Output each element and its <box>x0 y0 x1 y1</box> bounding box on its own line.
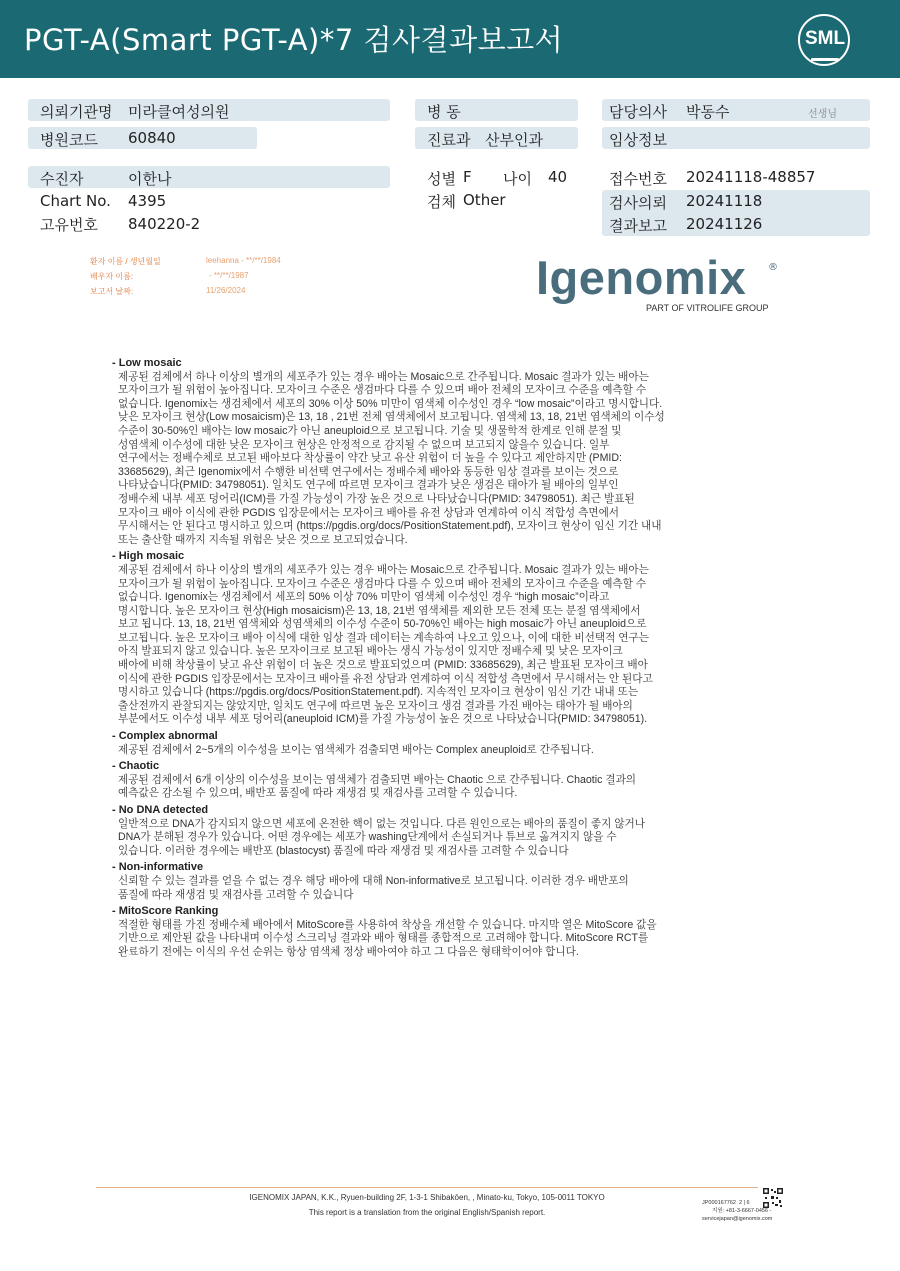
doctor-label: 담당의사 <box>609 103 667 121</box>
footer-address: IGENOMIX JAPAN, K.K., Ryuen-building 2F, 1-3-1 Shibakōen, , Minato-ku, Tokyo, 105-0011 TOKYO <box>249 1193 605 1202</box>
section-line: 제공된 검체에서 2~5개의 이수성을 보이는 염색체가 검출되면 배아는 Complex aneuploid로 간주됩니다. <box>118 743 594 756</box>
request-value: 20241118 <box>686 192 763 210</box>
meta-patient-name-label: 환자 이름 / 생년월일 <box>90 257 161 266</box>
section-line: 출산전까지 관찰되지는 않았지만, 일치도 연구에 따르면 높은 모자이크 생검 결과를 가진 배아는 태아가 될 배아의 <box>118 699 633 712</box>
doctor-suffix: 선생님 <box>808 109 837 120</box>
section-body <box>112 875 772 902</box>
section-line: 완료하기 전에는 이식의 우선 순위는 항상 염색체 정상 배아여야 하고 그 다음은 형태학이어야 합니다. <box>118 945 579 958</box>
institution-value: 미라클여성의원 <box>128 103 230 121</box>
igenomix-subtitle: PART OF VITROLIFE GROUP <box>646 303 769 313</box>
section-body <box>112 774 772 801</box>
meta-partner-name-label: 배우자 이름: <box>90 272 134 281</box>
report-header <box>0 0 900 78</box>
section-line: 예측값은 감소될 수 있으며, 배반포 품질에 따라 재생검 및 재검사를 고려할 수 있습니다. <box>118 787 518 800</box>
section-line: 명시하고 있습니다 (https://pgdis.org/docs/PositionStatement.pdf). 지속적인 모자이크 현상이 임신 기간 내내 또는 <box>118 686 639 699</box>
section-line: 연구에서는 정배수체로 보고된 배아보다 착상률이 약간 낮고 유산 위험이 더 높을 수 있다고 제안하지만 (PMID: <box>118 452 622 465</box>
report-label: 결과보고 <box>609 217 667 235</box>
department-value: 산부인과 <box>485 131 543 149</box>
footer-phone: 지원: +81-3-6667-0456 - <box>712 1208 772 1214</box>
sex-label: 성별 <box>427 170 456 188</box>
section-line: 부분에서도 이수성 내부 세포 덩어리(aneuploid ICM)를 가질 가능성이 높은 것으로 나타났습니다(PMID: 34798051). <box>118 713 648 726</box>
chart-label: Chart No. <box>40 192 111 210</box>
igenomix-logo: Igenomix <box>536 251 747 304</box>
meta-report-date-label: 보고서 날짜: <box>90 287 134 296</box>
institution-label: 의뢰기관명 <box>40 103 113 121</box>
section-line: 명시합니다. 높은 모자이크 현상(High mosaicism)은 13, 18, 21번 염색체를 제외한 모든 전체 또는 분절 염색체에서 <box>118 604 641 617</box>
sml-logo-bar <box>811 58 839 61</box>
section-line: 모자이크 배아 이식에 관한 PGDIS 입장문에서는 모자이크 배아를 유전 상담과 연계하여 이식 적합성 측면에서 <box>118 506 620 519</box>
section-line: 이식에 관한 PGDIS 입장문에서는 모자이크 배아를 유전 상담과 연계하여 이식 적합성 측면에서 무시해서는 안 된다고 <box>118 672 653 685</box>
footer-contact <box>702 1199 772 1223</box>
section-line: 33685629), 최근 Igenomix에서 수행한 비선택 연구에서는 정배수체 배아와 동등한 임상 결과를 보이는 것으로 <box>118 465 619 478</box>
clinical-label: 임상정보 <box>609 131 667 149</box>
section-line: 배아에 비해 착상률이 낮고 유산 위험이 더 높은 것으로 발표되었으며 (PMID: 33685629), 최근 발표된 모자이크 배아 <box>118 659 648 672</box>
section-line: 일반적으로 DNA가 감지되지 않으면 세포에 온전한 핵이 없는 것입니다. 다른 원인으로는 배아의 품질이 좋지 않거나 <box>118 817 646 830</box>
footer-email: servicejapan@igenomix.com <box>702 1216 773 1222</box>
section-line: 보고됩니다. 높은 모자이크 배아 이식에 대한 임상 결과 데이터는 계속하여 나오고 있으나, 이에 대한 비선택적 연구는 <box>118 631 650 644</box>
age-value: 40 <box>548 168 568 186</box>
request-label: 검사의뢰 <box>609 194 667 212</box>
specimen-label: 검체 <box>427 193 456 211</box>
section-title: - MitoScore Ranking <box>112 905 219 918</box>
patient-value: 이한나 <box>128 170 172 188</box>
chart-value: 4395 <box>128 192 167 210</box>
section-body <box>112 818 772 859</box>
section-line: 또는 출산할 때까지 지속될 위험은 낮은 것으로 보고되었습니다. <box>118 533 408 546</box>
specimen-value: Other <box>463 191 506 209</box>
section-line: 아직 발표되지 않고 있습니다. 높은 모자이크로 보고된 배아는 생식 가능성이 있지만 정배수체 및 낮은 모자이크 <box>118 645 623 658</box>
section-title: - Low mosaic <box>112 357 182 369</box>
section-line: 모자이크가 될 위험이 높아집니다. 모자이크 수준은 생검마다 다를 수 있으며 배아 전체의 모자이크 수준을 예측할 수 <box>118 577 647 590</box>
section-line: 제공된 검체에서 하나 이상의 별개의 세포주가 있는 경우 배아는 Mosaic으로 간주됩니다. Mosaic 결과가 있는 배아는 <box>118 563 649 576</box>
section-line: 적절한 형태를 가진 정배수체 배아에서 MitoScore를 사용하여 착상을 개선할 수 있습니다. 마지막 열은 MitoScore 값을 <box>118 918 657 931</box>
footer-translation-note: This report is a translation from the original English/Spanish report. <box>308 1208 546 1217</box>
section-title: - Non-informative <box>112 861 204 874</box>
section-body <box>112 919 772 960</box>
section-line: 나타났습니다(PMID: 34798051). 일치도 연구에 따르면 모자이크 결과가 낮은 생검은 태아가 될 배아의 일부인 <box>118 479 619 492</box>
section-line: 모자이크가 될 위험이 높아집니다. 모자이크 수준은 생검마다 다를 수 있으며 배아 전체의 모자이크 수준을 예측할 수 <box>118 384 647 397</box>
section-title: - High mosaic <box>112 550 185 563</box>
section-line: 정배수체 내부 세포 덩어리(ICM)를 가질 가능성이 가장 높은 것으로 나타났습니다(PMID: 34798051). 최근 발표된 <box>118 492 635 505</box>
unique-value: 840220-2 <box>128 215 201 233</box>
department-label: 진료과 <box>427 131 471 149</box>
section-body <box>112 371 772 548</box>
section-line: 기반으로 제안된 값을 나타내며 이수성 스크리닝 결과와 배아 형태를 종합적으로 고려해야 합니다. MitoScore RCT를 <box>118 932 649 945</box>
sex-value: F <box>463 168 472 186</box>
meta-partner-name-value: - **/**/1987 <box>209 271 249 280</box>
section-line: 없습니다. Igenomix는 생검체에서 세포의 30% 이상 50% 미만이 염색체 이수성인 경우 “low mosaic”이라고 명시합니다. <box>118 397 663 410</box>
section-line: DNA가 분해된 경우가 있습니다. 어떤 경우에는 세포가 washing단계에서 손실되거나 튜브로 옮겨지지 않을 수 <box>118 831 617 844</box>
igenomix-registered-mark: ® <box>768 262 778 273</box>
section-line: 낮은 모자이크 현상(Low mosaicism)은 13, 18 , 21번 전체 염색체에서 보고됩니다. 염색체 13, 18, 21번 염색체의 이수성 <box>118 411 665 424</box>
section-line: 보고 됩니다. 13, 18, 21번 염색체와 성염색체의 이수성 수준이 50-70%인 배아는 high mosaic가 아닌 aneuploid으로 <box>118 618 647 631</box>
footer-code: JP000167762 <box>702 1200 736 1206</box>
report-title: PGT-A(Smart PGT-A)*7 검사결과보고서 <box>24 23 564 57</box>
section-line: 품질에 따라 재생검 및 재검사를 고려할 수 있습니다 <box>118 888 354 901</box>
hospital-code-value: 60840 <box>128 129 176 147</box>
qr-code-icon <box>763 1188 783 1208</box>
section-line: 성염색체 이수성에 대한 낮은 모자이크 현상은 안정적으로 감지될 수 없으며 보고되지 않을수 있습니다. 일부 <box>118 438 610 451</box>
patient-label: 수진자 <box>40 170 84 188</box>
footer-page: 2 | 6 <box>739 1200 750 1206</box>
unique-label: 고유번호 <box>40 216 98 234</box>
sml-logo: SML <box>804 28 846 49</box>
report-value: 20241126 <box>686 215 763 233</box>
section-line: 제공된 검체에서 6개 이상의 이수성을 보이는 염색체가 검출되면 배아는 Chaotic 으로 간주됩니다. Chaotic 결과의 <box>118 773 637 786</box>
section-body <box>112 744 772 758</box>
section-line: 없습니다. Igenomix는 생검체에서 세포의 50% 이상 70% 미만이 염색체 이수성인 경우 “high mosaic”이라고 <box>118 591 610 604</box>
hospital-code-label: 병원코드 <box>40 131 98 149</box>
result-definitions <box>112 354 772 960</box>
section-line: 무시해서는 안 된다고 명시하고 있으며 (https://pgdis.org/docs/PositionStatement.pdf), 모자이크 현상이 임신 기간 내내 <box>118 520 662 533</box>
doctor-value: 박동수 <box>686 103 730 121</box>
section-line: 수준이 30-50%인 배아는 low mosaic가 아닌 aneuploid으로 보고됩니다. 기술 및 생물학적 한계로 인해 분절 및 <box>118 424 622 437</box>
section-line: 있습니다. 이러한 경우에는 배반포 (blastocyst) 품질에 따라 재생검 및 재검사를 고려할 수 있습니다 <box>118 844 569 857</box>
section-title: - No DNA detected <box>112 804 209 816</box>
section-title: - Complex abnormal <box>112 730 218 743</box>
section-line: 신뢰할 수 있는 결과를 얻을 수 없는 경우 해당 배아에 대해 Non-informative로 보고됩니다. 이러한 경우 배반포의 <box>118 874 629 887</box>
meta-report-date-value: 11/26/2024 <box>206 286 246 295</box>
ward-label: 병 동 <box>427 103 461 121</box>
section-line: 제공된 검체에서 하나 이상의 별개의 세포주가 있는 경우 배아는 Mosaic으로 간주됩니다. Mosaic 결과가 있는 배아는 <box>118 370 649 383</box>
meta-patient-name-value: leehanna - **/**/1984 <box>206 256 281 265</box>
section-title: - Chaotic <box>112 760 160 773</box>
receipt-value: 20241118-48857 <box>686 168 816 186</box>
receipt-label: 접수번호 <box>609 170 667 188</box>
age-label: 나이 <box>503 170 532 188</box>
footer-divider <box>96 1187 758 1188</box>
section-body <box>112 564 772 727</box>
